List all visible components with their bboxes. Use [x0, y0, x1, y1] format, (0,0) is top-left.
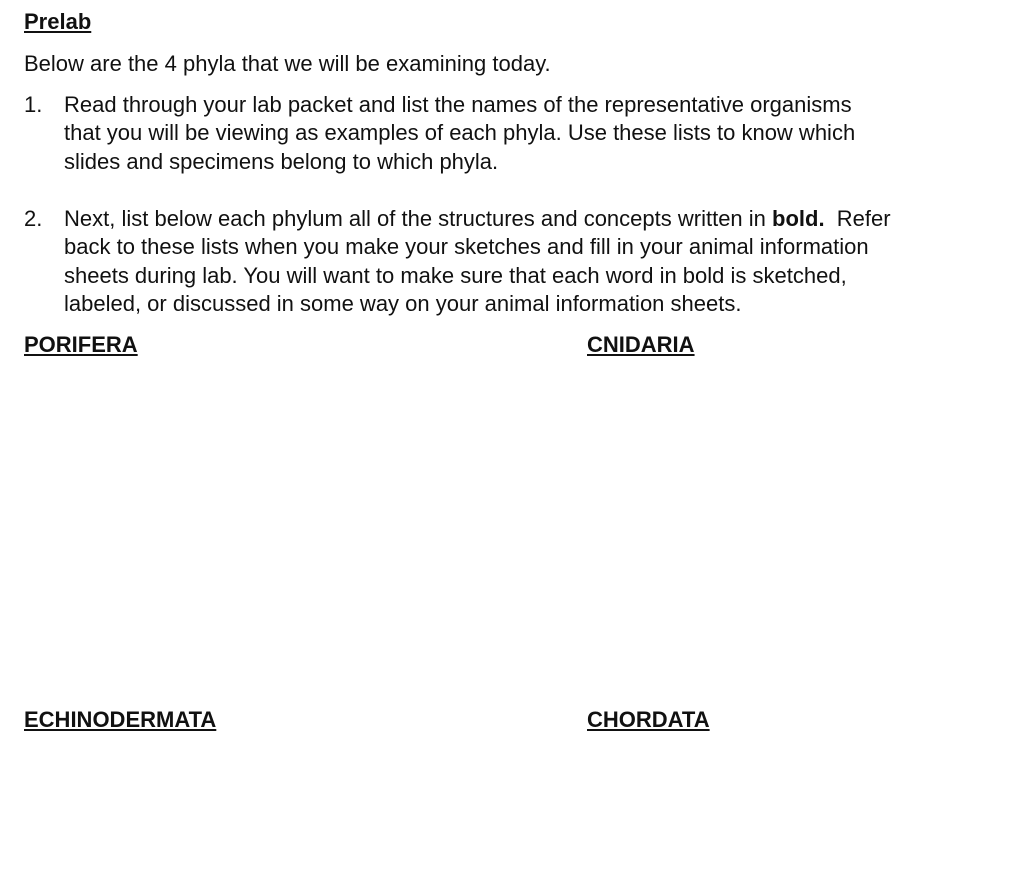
item-text	[64, 205, 1004, 319]
item-line: that you will be viewing as examples of each phyla. Use these lists to know which	[64, 120, 856, 146]
item-line: sheets during lab. You will want to make sure that each word in bold is sketched,	[64, 262, 847, 288]
item-line: back to these lists when you make your sketches and fill in your animal information	[64, 234, 869, 260]
item-line: slides and specimens belong to which phyla.	[64, 148, 499, 174]
bold-word: bold.	[772, 206, 825, 231]
answer-area-porifera	[24, 362, 564, 692]
item-line: Read through your lab packet and list the names of the representative organisms	[64, 92, 852, 117]
phylum-heading-chordata: CHORDATA	[587, 707, 710, 732]
item-number: 1.	[24, 92, 43, 117]
answer-area-chordata	[587, 738, 1007, 878]
phylum-heading-echinodermata: ECHINODERMATA	[24, 707, 217, 732]
item-line-text: Refer	[824, 206, 891, 231]
instruction-item-1	[24, 91, 1004, 176]
phylum-heading-cnidaria: CNIDARIA	[587, 332, 695, 357]
phylum-heading-porifera: PORIFERA	[24, 332, 138, 357]
instruction-item-2	[24, 205, 1004, 319]
item-line: labeled, or discussed in some way on your animal information sheets.	[64, 291, 742, 317]
item-line-text: Next, list below each phylum all of the structures and concepts written in	[64, 206, 773, 231]
answer-area-cnidaria	[587, 362, 1007, 692]
page-title: Prelab	[24, 9, 92, 34]
intro-text: Below are the 4 phyla that we will be examining today.	[24, 51, 551, 76]
item-text	[64, 91, 1004, 176]
item-number: 2.	[24, 206, 43, 231]
item-line	[64, 205, 1004, 233]
answer-area-echinodermata	[24, 738, 564, 878]
